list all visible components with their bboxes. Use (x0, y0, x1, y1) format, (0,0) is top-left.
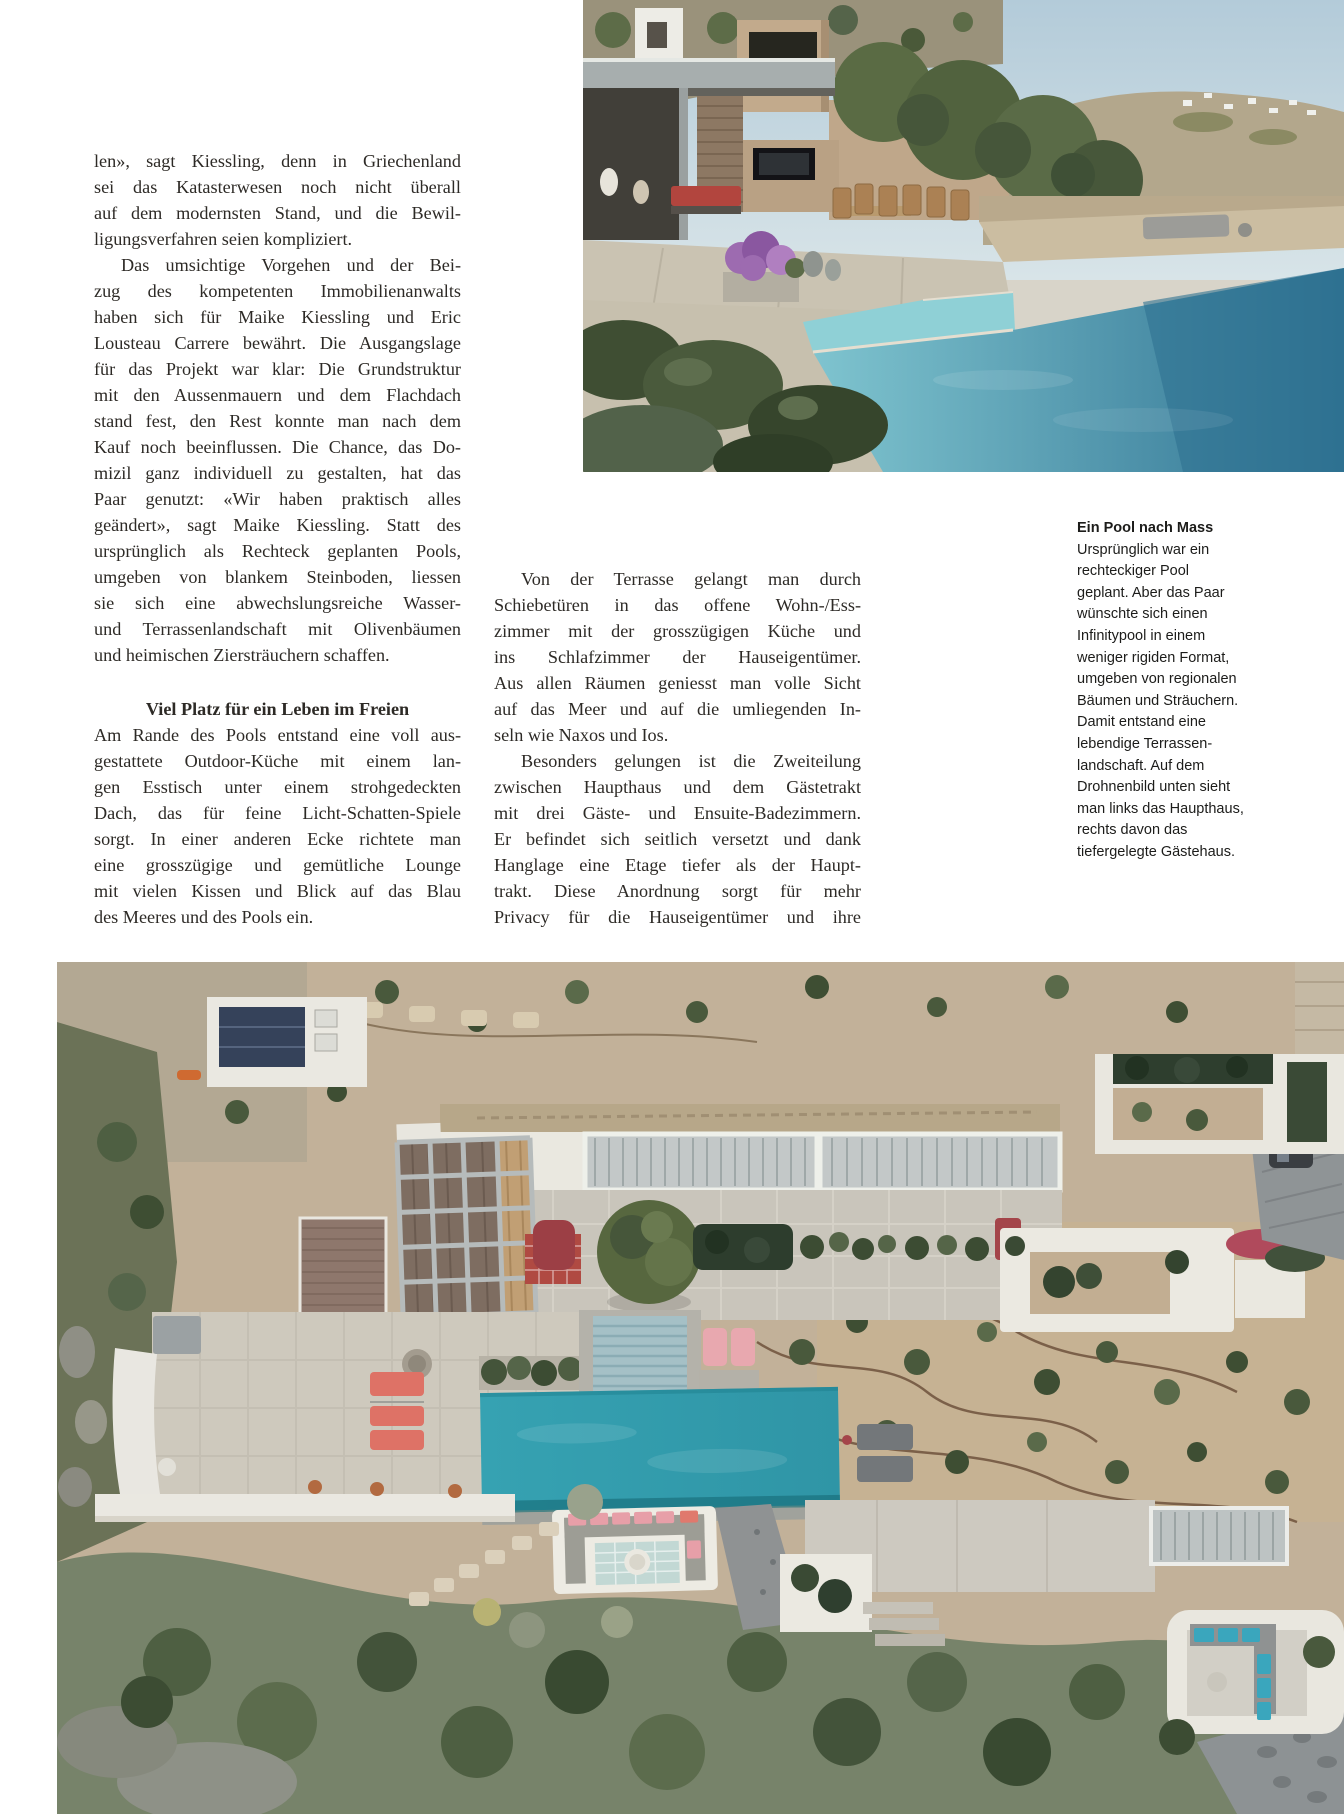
equipment-box (153, 1316, 201, 1354)
main-pool (480, 1387, 842, 1525)
text-line: und heimischen Ziersträuchern schaffen. (94, 645, 390, 665)
caption-line: wünschte sich einen (1077, 606, 1208, 623)
coral-loungers (370, 1372, 424, 1450)
caption-line: umgeben von regionalen (1077, 671, 1237, 688)
photo-caption (1077, 518, 1272, 864)
text-line: Von der Terrasse gelangt man durch (521, 569, 861, 589)
text-line: mit den Aussenmauern und dem Flachdach (94, 385, 461, 405)
guest-rooms (1000, 1228, 1325, 1332)
text-line: Schiebetüren in das offene Wohn-/Ess- (494, 595, 861, 615)
paragraph (94, 252, 461, 668)
caption-line: geplant. Aber das Paar (1077, 584, 1225, 601)
aerial-drone-photo (57, 962, 1344, 1814)
terracotta-pot (308, 1480, 322, 1494)
text-line: zimmer mit der grosszügigen Küche und (494, 621, 861, 641)
text-line: Paar genutzt: «Wir haben praktisch alles (94, 489, 461, 509)
caption-line: Ursprünglich war ein (1077, 541, 1210, 558)
maroon-armchair-and-rug (525, 1220, 581, 1284)
caption-line: lebendige Terrassen- (1077, 735, 1213, 752)
text-line: haben sich für Maike Kiessling und Eric (94, 307, 461, 327)
text-line: ins Schlafzimmer der Hauseigentümer. (494, 647, 861, 667)
upper-terrace (497, 1190, 1062, 1320)
text-line: für das Projekt war klar: Die Grundstruktur (94, 359, 461, 379)
section-subhead: Viel Platz für ein Leben im Freien (145, 699, 410, 719)
bamboo-pergola (396, 1120, 536, 1318)
louvered-roof-bottom-right (1151, 1508, 1287, 1564)
text-line: stand fest, den Rest konnte man nach dem (94, 411, 461, 431)
caption-line: landschaft. Auf dem (1077, 757, 1205, 774)
slatted-flat-roof (300, 1218, 386, 1314)
text-line: zug des kompetenten Immobilienanwalts (94, 281, 461, 301)
caption-title: Ein Pool nach Mass (1077, 520, 1214, 536)
text-line: sei das Katasterwesen noch nicht überall (94, 177, 461, 197)
text-line: Am Rande des Pools entstand eine voll aus- (94, 725, 461, 745)
text-line: gen Esstisch unter einem strohgedeckten (94, 777, 461, 797)
caption-line: rechts davon das (1077, 822, 1188, 839)
white-vase (600, 168, 618, 196)
louvered-roof (820, 1134, 1060, 1190)
sun-lounger (1143, 214, 1230, 239)
red-bench (671, 186, 741, 214)
canopy-post (679, 88, 688, 240)
shaded-terrace-interior (583, 88, 688, 240)
pool-steps (579, 1310, 701, 1398)
text-line: mit drei Gäste- und Ensuite-Badezimmern. (494, 803, 861, 823)
text-line: eine grosszügige und gemütliche Lounge (94, 855, 461, 875)
terracotta-pot (370, 1482, 384, 1496)
gray-urn (825, 259, 841, 281)
left-text-column (94, 148, 461, 930)
text-line: Das umsichtige Vorgehen und der Bei- (121, 255, 461, 275)
text-line: Aus allen Räumen geniesst man volle Sicht (494, 673, 861, 693)
caption-line: weniger rigiden Format, (1077, 649, 1230, 666)
text-line: Kauf noch beeinflussen. Die Chance, das Do- (94, 437, 461, 457)
text-line: Lousteau Carrere bewährt. Die Ausgangslage (94, 333, 461, 353)
text-line: des Meeres und des Pools ein. (94, 907, 314, 927)
text-line: Privacy für die Hauseigentümer und ihre (494, 907, 861, 927)
left-paragraphs-after (94, 722, 461, 930)
paragraph (494, 566, 861, 748)
sage-bush (567, 1484, 603, 1520)
caption-line: rechteckiger Pool (1077, 563, 1190, 580)
text-line: Besonders gelungen ist die Zweiteilung (521, 751, 861, 771)
text-line: geändert», sagt Maike Kiessling. Statt des (94, 515, 461, 535)
side-table (1207, 1672, 1227, 1692)
pool-terrace-photo (583, 0, 1344, 472)
caption-line: tiefergelegte Gästehaus. (1077, 843, 1235, 860)
solar-panel (219, 1007, 305, 1067)
text-line: ursprünglich als Rechteck geplanten Pools, (94, 541, 461, 561)
left-paragraphs (94, 148, 461, 668)
side-table (1238, 223, 1252, 237)
caption-line: man links das Haupthaus, (1077, 800, 1244, 817)
gray-urn (803, 251, 823, 277)
caption-line: Drohnenbild unten sieht (1077, 779, 1231, 796)
text-line: mit vielen Kissen und Blick auf das Blau (94, 881, 461, 901)
lounge-platform (552, 1506, 718, 1594)
paragraph (94, 722, 461, 930)
text-line: gestattete Outdoor-Küche mit einem lan- (94, 751, 461, 771)
orange-kayak (177, 1070, 201, 1080)
caption-line: Infinitypool in einem (1077, 627, 1206, 644)
paragraph (494, 748, 861, 930)
text-line: Dach, das für feine Licht-Schatten-Spiele (94, 803, 461, 823)
text-line: Er befindet sich seitlich versetzt und dank (494, 829, 861, 849)
paragraph (94, 148, 461, 252)
olive-tree (597, 1200, 701, 1304)
ac-unit (315, 1034, 337, 1051)
louvered-roof (585, 1134, 817, 1190)
caption-line: Bäumen und Sträuchern. (1077, 692, 1239, 709)
text-line: zwischen Haupthaus und dem Gästetrakt (494, 777, 861, 797)
terracotta-pot (448, 1484, 462, 1498)
text-line: seln wie Naxos und Ios. (494, 725, 669, 745)
text-line: ligungsverfahren seien kompliziert. (94, 229, 353, 249)
text-line: trakt. Diese Anordnung sorgt für mehr (494, 881, 861, 901)
amphora (633, 180, 649, 204)
text-line: und Terrassenlandschaft mit Olivenbäumen (94, 619, 461, 639)
planter-above-pool (479, 1356, 591, 1390)
steps (863, 1602, 933, 1614)
ac-unit (315, 1010, 337, 1027)
caption-body (1077, 540, 1272, 864)
text-line: sie sich eine abwechslungsreiche Wasser- (94, 593, 461, 613)
upper-right-planters (1095, 1054, 1344, 1154)
middle-paragraphs (494, 566, 861, 930)
text-line: Hanglage eine Etage tiefer als der Haupt- (494, 855, 861, 875)
text-line: umgeben von blankem Steinboden, liessen (94, 567, 461, 587)
caption-line: Damit entstand eine (1077, 714, 1206, 731)
guest-lounge-deck (1159, 1610, 1344, 1755)
text-line: auf das Meer und auf die umliegenden In- (494, 699, 861, 719)
text-line: auf dem modernsten Stand, und die Bewil- (94, 203, 461, 223)
white-pot (158, 1458, 176, 1476)
text-line: mizil ganz individuell zu gestalten, hat das (94, 463, 461, 483)
text-line: sorgt. In einer anderen Ecke richtete man (94, 829, 461, 849)
middle-text-column (494, 566, 861, 930)
text-line: len», sagt Kiessling, denn in Griechenland (94, 151, 461, 171)
